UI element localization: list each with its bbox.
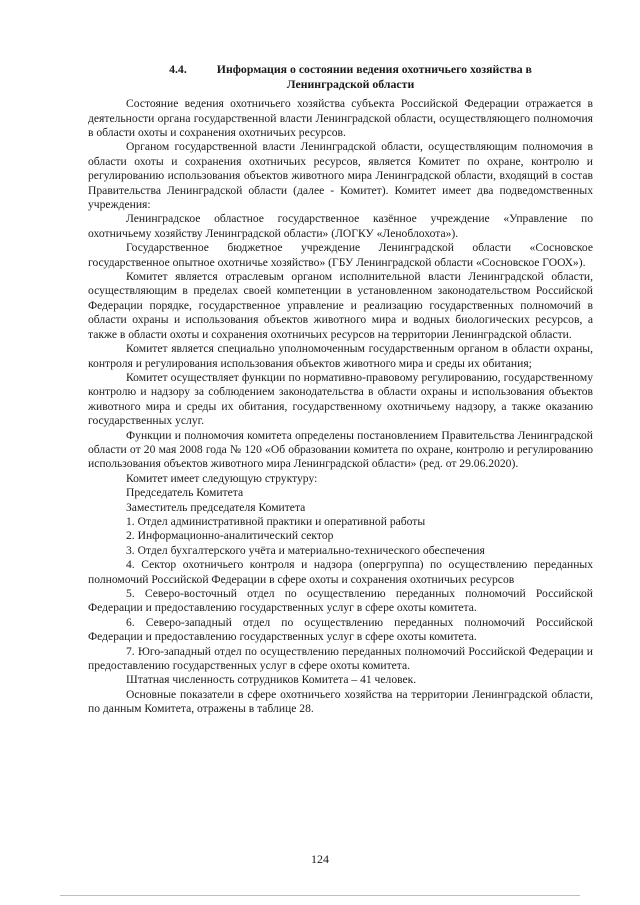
structure-item: 3. Отдел бухгалтерского учёта и материально-технического обеспечения bbox=[126, 543, 485, 557]
structure-item: Заместитель председателя Комитета bbox=[126, 500, 306, 514]
paragraph: Комитет является отраслевым органом исполнительной власти Ленинградской области, осуществляющим в пределах своей компетенции в установленном законодательством Российской Федерации порядке, государственное управление и реализацию государственных полномочий в области охраны и использования объектов животного мира и водных биологических ресурсов, а также в области охоты и сохранения охотничьих ресурсов на территории Ленинградской области. bbox=[88, 270, 593, 341]
paragraph: Государственное бюджетное учреждение Ленинградской области «Сосновское государственное опытное охотничье хозяйство» (ГБУ Ленинградской области «Сосновское ГООХ»). bbox=[88, 241, 593, 269]
section-heading bbox=[88, 62, 593, 91]
page-number: 124 bbox=[311, 852, 329, 866]
structure-item: Председатель Комитета bbox=[126, 486, 244, 500]
structure-item: 2. Информационно-аналитический сектор bbox=[126, 529, 334, 543]
structure-item: 4. Сектор охотничьего контроля и надзора (опергруппа) по осуществлению переданных полномочий Российской Федерации в сфере охоты и сохранения охотничьих ресурсов bbox=[88, 558, 593, 586]
paragraph: Штатная численность сотрудников Комитета – 41 человек. bbox=[126, 673, 417, 687]
scan-edge-divider bbox=[60, 895, 580, 896]
paragraph: Функции и полномочия комитета определены постановлением Правительства Ленинградской области от 20 мая 2008 года № 120 «Об образовании комитета по охране, контролю и регулированию использования объектов животного мира Ленинградской области» (ред. от 29.06.2020). bbox=[88, 428, 593, 471]
structure-item: 7. Юго-западный отдел по осуществлению переданных полномочий Российской Федерации и предоставлению государственных услуг в сфере охоты комитета. bbox=[88, 644, 593, 673]
paragraph: Комитет имеет следующую структуру: bbox=[126, 471, 318, 485]
section-number: 4.4. bbox=[169, 62, 187, 76]
section-title-line2: Ленинградской области bbox=[286, 76, 415, 91]
paragraph: Комитет осуществляет функции по нормативно-правовому регулированию, государственному контролю и надзору за соблюдением законодательства в области охраны и использования объектов животного мира и среды их обитания, государственному охотничьему надзору, а также оказанию государственных услуг. bbox=[88, 370, 593, 428]
document-page bbox=[88, 62, 593, 717]
structure-item: 6. Северо-западный отдел по осуществлению переданных полномочий Российской Федерации и предоставлению государственных услуг в сфере охоты комитета. bbox=[88, 615, 593, 644]
structure-item: 5. Северо-восточный отдел по осуществлению переданных полномочий Российской Федерации и предоставлению государственных услуг в сфере охоты комитета. bbox=[88, 587, 593, 615]
paragraph: Комитет является специально уполномоченным государственным органом в области охраны, контроля и регулирования использования объектов животного мира и среды их обитания; bbox=[88, 342, 593, 370]
paragraph: Основные показатели в сфере охотничьего хозяйства на территории Ленинградской области, по данным Комитета, отражены в таблице 28. bbox=[88, 687, 593, 716]
paragraph: Ленинградское областное государственное казённое учреждение «Управление по охотничьему хозяйству Ленинградской области» (ЛОГКУ «Леноблохота»). bbox=[88, 212, 593, 240]
section-title-line1: Информация о состоянии ведения охотничьего хозяйства в bbox=[216, 62, 532, 76]
paragraph: Органом государственной власти Ленинградской области, осуществляющим полномочия в области охоты и сохранения охотничьих ресурсов, является Комитет по охране, контролю и регулированию использования объектов животного мира Ленинградской области, входящий в состав Правительства Ленинградской области (далее - Комитет). Комитет имеет два подведомственных учреждения: bbox=[88, 140, 593, 212]
paragraph: Состояние ведения охотничьего хозяйства субъекта Российской Федерации отражается в деятельности органа государственной власти Ленинградской области, осуществляющего полномочия в области охоты и сохранения охотничьих ресурсов. bbox=[88, 97, 593, 139]
structure-item: 1. Отдел административной практики и оперативной работы bbox=[126, 514, 426, 528]
